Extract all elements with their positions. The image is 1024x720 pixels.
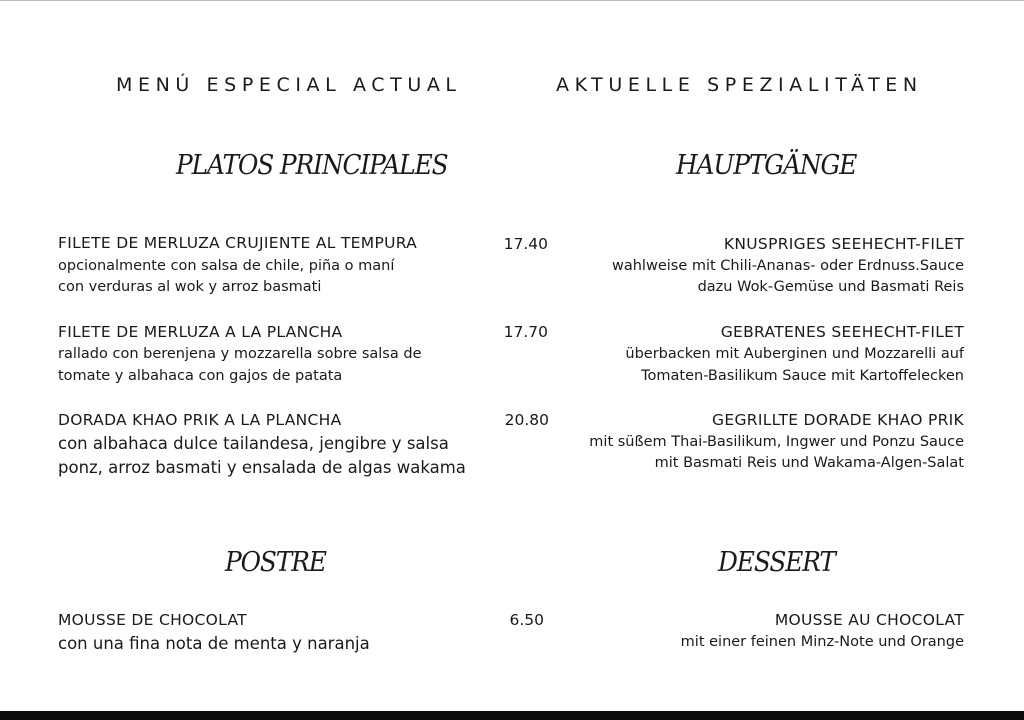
dish-3-name-de: GEGRILLTE DORADE KHAO PRIK <box>712 411 964 429</box>
section-title-mains-es: PLATOS PRINCIPALES <box>176 150 448 181</box>
section-title-dessert-es: POSTRE <box>225 547 326 578</box>
dessert-desc-de: mit einer feinen Minz-Note und Orange <box>680 634 964 650</box>
dessert-price: 6.50 <box>509 611 544 629</box>
dish-2-desc-es-line-2: tomate y albahaca con gajos de patata <box>58 368 343 384</box>
dish-1-desc-es-line-2: con verduras al wok y arroz basmati <box>58 279 322 295</box>
dish-1-price: 17.40 <box>503 235 548 253</box>
dish-3-price: 20.80 <box>504 411 549 429</box>
dish-2-name-es: FILETE DE MERLUZA A LA PLANCHA <box>58 323 343 341</box>
dish-2-desc-es-line-1: rallado con berenjena y mozzarella sobre salsa de <box>58 346 422 362</box>
dessert-name-es: MOUSSE DE CHOCOLAT <box>58 611 247 629</box>
header-spanish: MENÚ ESPECIAL ACTUAL <box>116 74 462 96</box>
dessert-name-de: MOUSSE AU CHOCOLAT <box>774 611 964 629</box>
section-title-mains-de: HAUPTGÄNGE <box>676 150 857 181</box>
dish-3-name-es: DORADA KHAO PRIK A LA PLANCHA <box>58 411 342 429</box>
dish-1-desc-de-line-1: wahlweise mit Chili-Ananas- oder Erdnuss.Sauce <box>612 258 964 274</box>
dish-2-desc-de-line-2: Tomaten-Basilikum Sauce mit Kartoffelecken <box>641 368 964 384</box>
dish-2-name-de: GEBRATENES SEEHECHT-FILET <box>720 323 964 341</box>
section-title-dessert-de: DESSERT <box>718 547 835 578</box>
dish-2-desc-de-line-1: überbacken mit Auberginen und Mozzarelli auf <box>625 346 964 362</box>
dish-1-desc-de-line-2: dazu Wok-Gemüse und Basmati Reis <box>697 279 964 295</box>
header-german: AKTUELLE SPEZIALITÄTEN <box>556 74 923 96</box>
bottom-border-bar <box>0 711 1024 720</box>
dish-3-desc-de-line-1: mit süßem Thai-Basilikum, Ingwer und Ponzu Sauce <box>589 434 964 450</box>
dish-1-name-de: KNUSPRIGES SEEHECHT-FILET <box>723 235 964 253</box>
dish-3-desc-es-line-2: ponz, arroz basmati y ensalada de algas wakama <box>58 458 466 477</box>
top-border-line <box>0 0 1024 1</box>
dish-1-desc-es-line-1: opcionalmente con salsa de chile, piña o maní <box>58 258 395 274</box>
dish-1-name-es: FILETE DE MERLUZA CRUJIENTE AL TEMPURA <box>58 234 418 252</box>
dish-2-price: 17.70 <box>503 323 548 341</box>
dish-3-desc-es-line-1: con albahaca dulce tailandesa, jengibre y salsa <box>58 434 449 453</box>
dish-3-desc-de-line-2: mit Basmati Reis und Wakama-Algen-Salat <box>654 455 964 471</box>
dessert-desc-es: con una fina nota de menta y naranja <box>58 634 370 653</box>
